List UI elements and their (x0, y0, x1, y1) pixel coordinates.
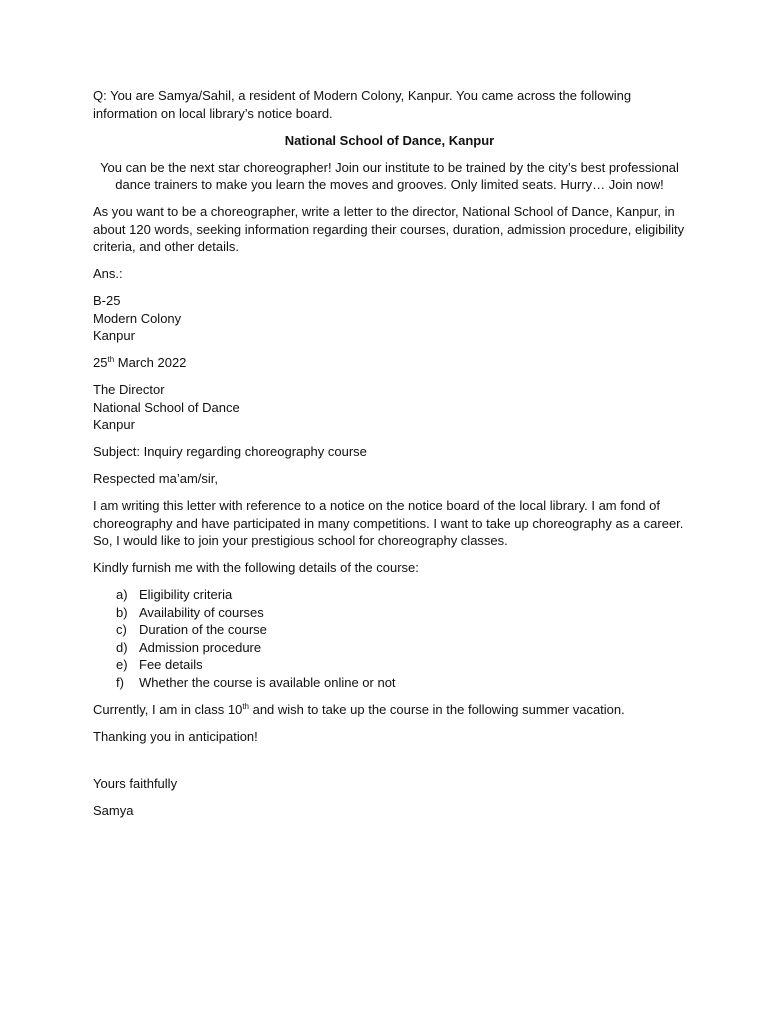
list-item (116, 586, 686, 604)
sender-address-line: Kanpur (93, 328, 135, 343)
list-item (116, 674, 686, 692)
list-intro: Kindly furnish me with the following details of the course: (93, 560, 419, 575)
receiver-address-line: The Director (93, 382, 165, 397)
sender-address-line: Modern Colony (93, 310, 182, 326)
date-suffix: th (107, 355, 115, 364)
closing-after: and wish to take up the course in the following summer vacation. (248, 701, 625, 717)
list-marker: d) (116, 639, 128, 655)
receiver-address-line: National School of Dance (93, 399, 240, 415)
closing-suffix: th (242, 701, 249, 711)
letter-salutation: Respected ma’am/sir, (93, 471, 218, 486)
thanks-line: Thanking you in anticipation! (93, 728, 258, 744)
sender-address-line: B-25 (93, 293, 121, 308)
list-item-text: Fee details (139, 657, 203, 672)
list-marker: b) (116, 604, 128, 620)
list-item-text: Duration of the course (139, 622, 267, 637)
list-item-text: Eligibility criteria (139, 587, 233, 602)
notice-body: You can be the next star choreographer! Join our institute to be trained by the city’s best professional dance trainers to make you learn the moves and grooves. Only limited seats. Hurry… Join now! (100, 159, 679, 192)
list-item (116, 604, 686, 622)
letter-body-paragraph: I am writing this letter with reference to a notice on the notice board of the local library. I am fond of choreography and have participated in many competitions. I want to take up choreography as a career. So, I would like to join your prestigious school for choreography classes. (93, 498, 684, 548)
list-item-text: Availability of courses (139, 604, 264, 620)
letter-subject: Subject: Inquiry regarding choreography course (93, 444, 367, 459)
closing-paragraph (93, 701, 686, 719)
task-text: As you want to be a choreographer, write a letter to the director, National School of Dance, Kanpur, in about 120 words, seeking information regarding their courses, duration, admission procedure, eligibility criteria, and other details. (93, 204, 685, 254)
question-text: Q: You are Samya/Sahil, a resident of Modern Colony, Kanpur. You came across the following information on local library’s notice board. (93, 88, 632, 121)
answer-label: Ans.: (93, 266, 123, 281)
sender-address (93, 292, 686, 345)
sign-off: Yours faithfully (93, 775, 178, 791)
closing-before: Currently, I am in class 10 (93, 701, 243, 717)
list-marker: c) (116, 622, 127, 637)
list-marker: f) (116, 674, 124, 690)
list-item-text: Admission procedure (139, 639, 262, 655)
list-item (116, 639, 686, 657)
date-rest: March 2022 (114, 355, 187, 370)
signature-name: Samya (93, 802, 134, 818)
list-item-text: Whether the course is available online or not (139, 674, 396, 690)
date-day: 25 (93, 355, 108, 370)
receiver-address-line: Kanpur (93, 417, 135, 432)
details-list (93, 586, 686, 691)
notice-title: National School of Dance, Kanpur (284, 132, 495, 148)
spacer (93, 755, 686, 775)
receiver-address (93, 381, 686, 434)
list-item (116, 621, 686, 639)
list-marker: e) (116, 657, 128, 672)
letter-date (93, 354, 686, 372)
list-marker: a) (116, 587, 128, 602)
list-item (116, 656, 686, 674)
